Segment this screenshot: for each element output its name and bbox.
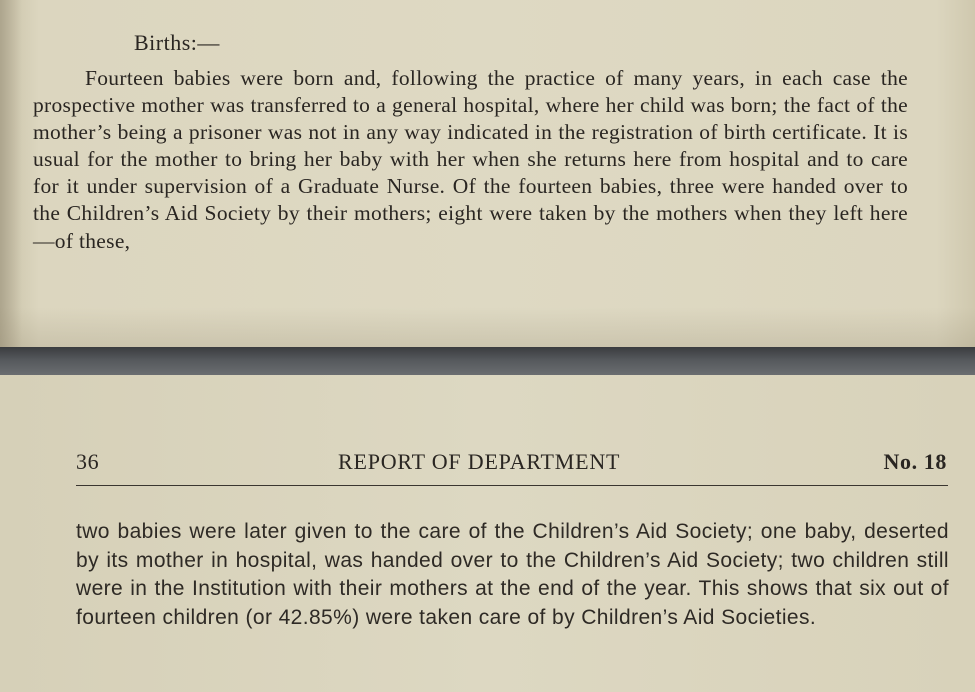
page-divider bbox=[0, 347, 975, 375]
section-heading-births: Births:— bbox=[134, 30, 220, 55]
running-header bbox=[76, 449, 947, 475]
lower-page-scan bbox=[0, 375, 975, 692]
births-paragraph: Fourteen babies were born and, following the practice of many years, in each case the prospective mother was transferred to a general hospital, where her child was born; the fact of the mother’s being a prisoner was not in any way indicated in the registration of birth certificate. It is usual for the mother to bring her baby with her when she returns here from hospital and to care for it under supervision of a Graduate Nurse. Of the fourteen babies, three were handed over to the Children’s Aid Society by their mothers; eight were taken by the mothers when they left here—of these, bbox=[33, 66, 908, 253]
report-number: No. 18 bbox=[883, 449, 947, 474]
header-rule bbox=[76, 485, 948, 486]
continuation-paragraph: two babies were later given to the care of the Children’s Aid Society; one baby, deserted by its mother in hospital, was handed over to the Children’s Aid Society; two children still were in the Institution with their mothers at the end of the year. This shows that six out of fourteen children (or 42.85%) were taken care of by Children’s Aid Societies. bbox=[76, 520, 949, 629]
running-title: REPORT OF DEPARTMENT bbox=[338, 449, 621, 474]
page-number: 36 bbox=[76, 449, 100, 474]
